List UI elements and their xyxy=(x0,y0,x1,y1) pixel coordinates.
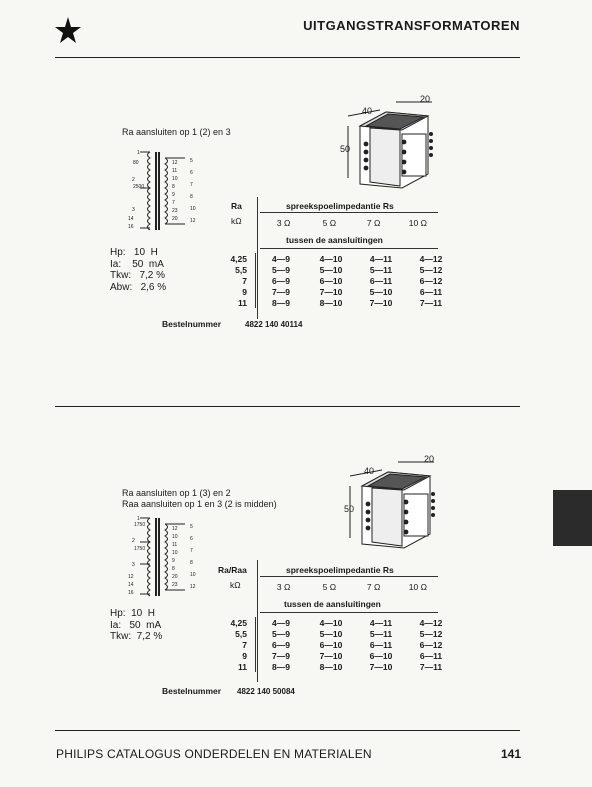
ra-unit: kΩ xyxy=(230,580,241,590)
between-label: tussen de aansluitingen xyxy=(284,599,381,609)
svg-text:6: 6 xyxy=(190,536,193,542)
dimension-height: 50 xyxy=(344,504,355,514)
winding-label: 1750 xyxy=(134,546,146,552)
header-rule xyxy=(260,612,438,613)
table-row: 4,25 4—9 4—10 4—11 4—12 xyxy=(217,617,456,628)
svg-text:11: 11 xyxy=(172,542,178,548)
svg-text:16: 16 xyxy=(128,590,134,596)
catalog-title: PHILIPS CATALOGUS ONDERDELEN EN MATERIALEN xyxy=(56,747,372,761)
dimension-width: 40 xyxy=(362,106,373,116)
spec-line: Ia: 50 mA xyxy=(110,258,164,270)
dimension-height: 50 xyxy=(340,144,351,154)
table-row: 5,5 5—9 5—10 5—11 5—12 xyxy=(217,264,456,275)
order-label: Bestelnummer xyxy=(162,686,222,696)
impedance-table xyxy=(217,617,457,672)
svg-text:7: 7 xyxy=(190,548,193,554)
ohm-header xyxy=(260,218,440,228)
page-number: 141 xyxy=(501,747,522,761)
ohm-value: 7 Ω xyxy=(366,582,381,592)
table-row: 9 7—9 7—10 5—10 6—11 xyxy=(217,286,456,297)
header-rule xyxy=(55,57,520,58)
spec-line: Tkw: 7,2 % xyxy=(110,270,166,281)
order-number: 4822 140 50084 xyxy=(237,687,295,696)
svg-text:2: 2 xyxy=(132,538,135,544)
footer-rule xyxy=(55,730,520,731)
table-row: 7 6—9 6—10 6—11 6—12 xyxy=(217,639,456,650)
ra-unit: kΩ xyxy=(231,216,242,226)
svg-text:6: 6 xyxy=(190,170,193,176)
table-row: 9 7—9 7—10 6—10 6—11 xyxy=(217,650,456,661)
svg-text:8: 8 xyxy=(190,194,193,200)
section-thumb-tab xyxy=(553,490,592,546)
spec-line: Hp: 10 H xyxy=(110,608,156,619)
svg-text:10: 10 xyxy=(190,206,196,212)
table-row: 7 6—9 6—10 6—11 6—12 xyxy=(217,275,456,286)
ra-header: Ra/Raa xyxy=(218,565,247,575)
svg-text:1: 1 xyxy=(137,150,140,156)
ohm-value: 5 Ω xyxy=(322,582,337,592)
spec-line: Ia: 50 mA xyxy=(110,619,162,631)
svg-text:1: 1 xyxy=(137,516,140,522)
spec-line: Abw: 2,6 % xyxy=(110,281,167,293)
winding-schematic xyxy=(110,514,210,600)
table-row: 11 8—9 8—10 7—10 7—11 xyxy=(217,297,456,308)
impedance-header: spreekspoelimpedantie Rs xyxy=(286,565,394,575)
ohm-value: 5 Ω xyxy=(322,218,337,228)
table-row: 4,25 4—9 4—10 4—11 4—12 xyxy=(217,253,456,264)
header-rule xyxy=(260,248,438,249)
dimension-depth: 20 xyxy=(424,454,435,464)
dimension-width: 40 xyxy=(364,466,375,476)
svg-text:5: 5 xyxy=(190,158,193,164)
svg-text:20: 20 xyxy=(172,574,178,580)
svg-text:10: 10 xyxy=(172,550,178,556)
winding-label: 2500 xyxy=(133,184,145,190)
svg-text:7: 7 xyxy=(190,182,193,188)
ohm-value: 10 Ω xyxy=(408,582,427,592)
header-rule xyxy=(260,576,438,577)
winding-label: 1750 xyxy=(134,522,146,528)
ra-header: Ra xyxy=(231,201,242,211)
svg-text:10: 10 xyxy=(190,572,196,578)
transformer-drawing xyxy=(336,94,446,194)
ohm-value: 3 Ω xyxy=(276,582,291,592)
svg-text:8: 8 xyxy=(172,184,175,190)
svg-text:12: 12 xyxy=(172,526,178,532)
svg-text:9: 9 xyxy=(172,558,175,564)
spec-line: Hp: 10 H xyxy=(110,247,158,258)
svg-text:10: 10 xyxy=(172,176,178,182)
svg-text:10: 10 xyxy=(172,534,178,540)
svg-text:23: 23 xyxy=(172,208,178,214)
winding-schematic xyxy=(110,148,210,234)
header-rule xyxy=(260,212,438,213)
ohm-header xyxy=(260,582,440,592)
spec-line: Tkw: 7,2 % xyxy=(110,631,163,642)
svg-text:3: 3 xyxy=(132,207,135,213)
svg-text:8: 8 xyxy=(172,566,175,572)
order-number: 4822 140 40114 xyxy=(245,320,303,329)
connect-instruction: Ra aansluiten op 1 (3) en 2 xyxy=(122,488,231,498)
ohm-value: 10 Ω xyxy=(408,218,427,228)
impedance-header: spreekspoelimpedantie Rs xyxy=(286,201,394,211)
svg-text:8: 8 xyxy=(190,560,193,566)
svg-text:23: 23 xyxy=(172,582,178,588)
svg-text:7: 7 xyxy=(172,200,175,206)
ohm-value: 7 Ω xyxy=(366,218,381,228)
philips-star-icon xyxy=(54,16,82,44)
electrical-specs xyxy=(110,608,162,643)
svg-text:16: 16 xyxy=(128,224,134,230)
ohm-value: 3 Ω xyxy=(276,218,291,228)
order-label: Bestelnummer xyxy=(162,319,222,329)
dimension-depth: 20 xyxy=(420,94,431,104)
svg-text:3: 3 xyxy=(132,562,135,568)
svg-text:12: 12 xyxy=(190,218,196,224)
svg-text:20: 20 xyxy=(172,216,178,222)
connect-instruction: Raa aansluiten op 1 en 3 (2 is midden) xyxy=(122,499,277,509)
impedance-table xyxy=(217,253,457,308)
transformer-drawing xyxy=(338,454,448,554)
svg-text:5: 5 xyxy=(190,524,193,530)
between-label: tussen de aansluitingen xyxy=(286,235,383,245)
svg-text:12: 12 xyxy=(128,574,134,580)
svg-text:14: 14 xyxy=(128,582,134,588)
svg-text:9: 9 xyxy=(172,192,175,198)
table-row: 5,5 5—9 5—10 5—11 5—12 xyxy=(217,628,456,639)
svg-text:12: 12 xyxy=(190,584,196,590)
table-row: 11 8—9 8—10 7—10 7—11 xyxy=(217,661,456,672)
electrical-specs xyxy=(110,247,166,293)
svg-text:2: 2 xyxy=(132,177,135,183)
winding-label: 80 xyxy=(133,160,139,166)
connect-instruction: Ra aansluiten op 1 (2) en 3 xyxy=(122,127,231,137)
section-rule xyxy=(55,406,520,407)
svg-text:12: 12 xyxy=(172,160,178,166)
page-title: UITGANGSTRANSFORMATOREN xyxy=(303,18,520,33)
svg-text:14: 14 xyxy=(128,216,134,222)
svg-text:11: 11 xyxy=(172,168,178,174)
